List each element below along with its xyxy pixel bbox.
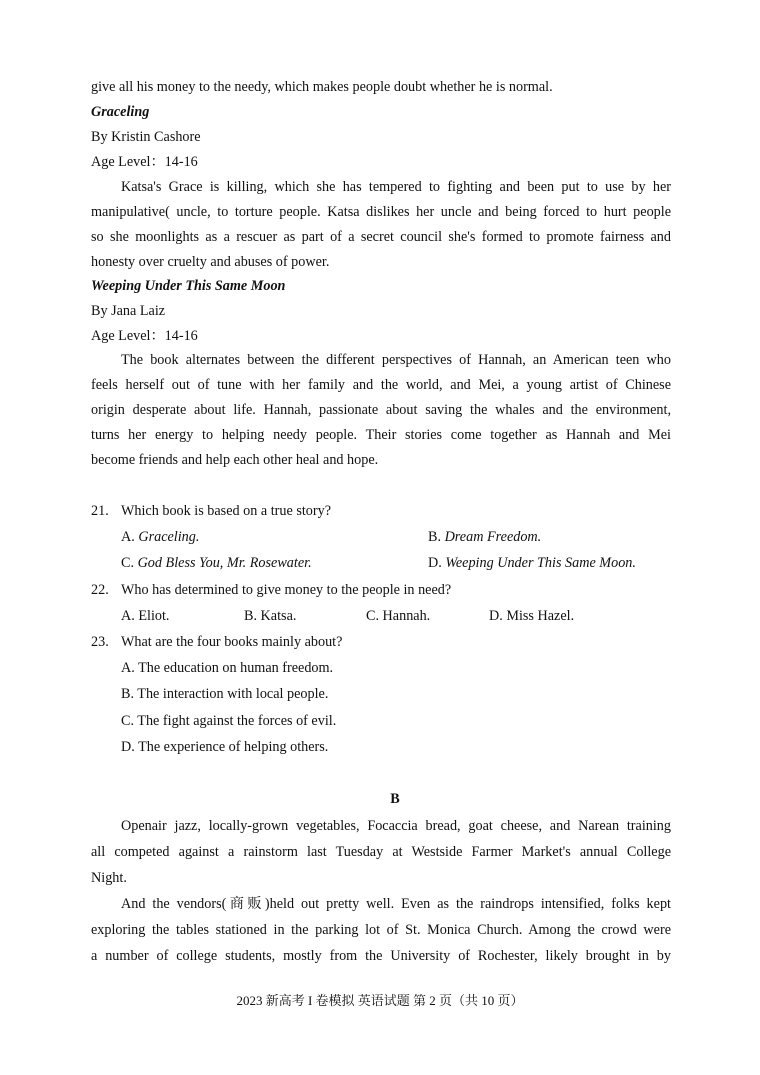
passage-line: turns her energy to helping needy people. Their stories come together as Hannah and Mei [91,427,671,443]
passage-line: Katsa's Grace is killing, which she has tempered to fighting and been put to use by her [121,179,671,195]
age-level: Age Level：14-16 [91,154,198,170]
passage-line: exploring the tables stationed in the parking lot of St. Monica Church. Among the crowd were [91,922,671,938]
option-letter: D. [428,555,446,571]
option-c[interactable] [121,550,312,576]
option-text: Graceling. [138,529,200,545]
page-footer: 2023 新高考 I 卷模拟 英语试题 第 2 页（共 10 页） [236,993,524,1008]
book-author: By Jana Laiz [91,303,166,319]
option-text: Dream Freedom. [444,529,542,545]
passage-line: a number of college students, mostly from the University of Rochester, likely brought in by [91,948,671,964]
option-c[interactable]: C. The fight against the forces of evil. [121,713,337,729]
question-text: Who has determined to give money to the people in need? [121,582,452,598]
passage-line: Openair jazz, locally-grown vegetables, Focaccia bread, goat cheese, and Narean training [121,818,671,834]
section-heading: B [390,791,400,807]
passage-line: feels herself out of tune with her family and the world, and Mei, a young artist of Chinese [91,377,671,393]
question-text: What are the four books mainly about? [121,634,343,650]
option-text: Weeping Under This Same Moon. [445,555,636,571]
passage-line: all competed against a rainstorm last Tuesday at Westside Farmer Market's annual College [91,844,671,860]
option-c[interactable]: C. Hannah. [366,608,431,624]
question-number: 23. [91,634,109,650]
option-b[interactable] [428,524,541,550]
option-d[interactable] [428,550,636,576]
passage-line: so she moonlights as a rescuer as part of a secret council she's formed to promote fairness and [91,229,671,245]
option-a[interactable]: A. The education on human freedom. [121,660,334,676]
passage-line: become friends and help each other heal and hope. [91,452,379,468]
option-d[interactable]: D. Miss Hazel. [489,608,575,624]
passage-line: Night. [91,870,127,886]
passage-line: honesty over cruelty and abuses of power. [91,254,330,270]
option-text: God Bless You, Mr. Rosewater. [137,555,312,571]
passage-line: origin desperate about life. Hannah, passionate about saving the whales and the environment, [91,402,671,418]
book-title-graceling: Graceling [91,104,150,120]
passage-line: The book alternates between the different perspectives of Hannah, an American teen who [121,352,671,368]
option-letter: A. [121,529,139,545]
question-number: 22. [91,582,109,598]
passage-line: give all his money to the needy, which makes people doubt whether he is normal. [91,79,553,95]
option-a[interactable] [121,524,199,550]
book-author: By Kristin Cashore [91,129,201,145]
option-letter: C. [121,555,138,571]
question-text: Which book is based on a true story? [121,503,331,519]
passage-line: And the vendors(商贩)held out pretty well. Even as the raindrops intensified, folks kept [121,896,671,912]
option-b[interactable]: B. Katsa. [244,608,297,624]
passage-line: manipulative( uncle, to torture people. Katsa dislikes her uncle and being forced to hurt people [91,204,671,220]
option-letter: B. [428,529,445,545]
option-d[interactable]: D. The experience of helping others. [121,739,329,755]
option-a[interactable]: A. Eliot. [121,608,170,624]
option-b[interactable]: B. The interaction with local people. [121,686,329,702]
book-title-weeping: Weeping Under This Same Moon [91,278,286,294]
question-number: 21. [91,503,109,519]
age-level: Age Level：14-16 [91,328,198,344]
